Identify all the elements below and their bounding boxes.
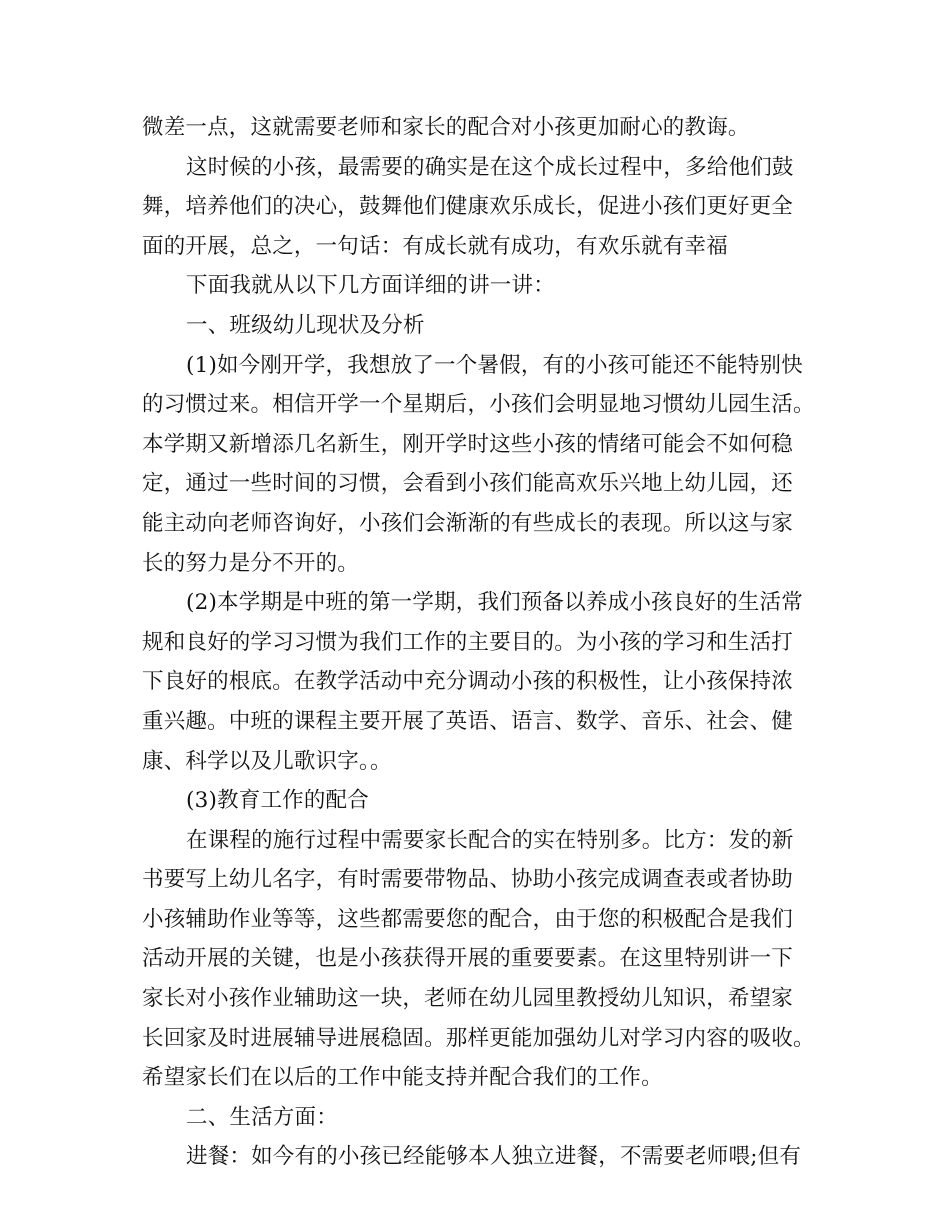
text-line: 重兴趣。中班的课程主要开展了英语、语言、数学、音乐、社会、健 — [142, 708, 794, 734]
text-line: 长的努力是分不开的。 — [142, 550, 360, 576]
text-line: 家长对小孩作业辅助这一块，老师在幼儿园里教授幼儿知识，希望家 — [142, 986, 794, 1012]
text-line: 二、生活方面： — [186, 1104, 338, 1130]
text-line: 在课程的施行过程中需要家长配合的实在特别多。比方：发的新 — [186, 827, 794, 853]
text-line: 进餐：如今有的小孩已经能够本人独立进餐，不需要老师喂;但有 — [186, 1144, 802, 1170]
text-line: 定，通过一些时间的习惯，会看到小孩们能高欢乐兴地上幼儿园，还 — [142, 471, 794, 497]
text-line: 希望家长们在以后的工作中能支持并配合我们的工作。 — [142, 1065, 663, 1091]
text-line: 下面我就从以下几方面详细的讲一讲： — [186, 273, 555, 299]
text-line: 的习惯过来。相信开学一个星期后，小孩们会明显地习惯幼儿园生活。 — [142, 392, 815, 418]
text-line: 小孩辅助作业等等，这些都需要您的配合，由于您的积极配合是我们 — [142, 906, 794, 932]
document-body-text — [142, 108, 818, 1177]
text-line: 康、科学以及儿歌识字。。 — [142, 748, 392, 774]
text-line: 一、班级幼儿现状及分析 — [186, 312, 425, 338]
text-line: 这时候的小孩，最需要的确实是在这个成长过程中，多给他们鼓 — [186, 154, 794, 180]
text-line: 下良好的根底。在教学活动中充分调动小孩的积极性，让小孩保持浓 — [142, 669, 794, 695]
text-line: 规和良好的学习习惯为我们工作的主要目的。为小孩的学习和生活打 — [142, 629, 794, 655]
text-line: 活动开展的关键，也是小孩获得开展的重要要素。在这里特别讲一下 — [142, 946, 794, 972]
text-line: 面的开展，总之，一句话：有成长就有成功，有欢乐就有幸福 — [142, 233, 728, 259]
text-line: (3)教育工作的配合 — [186, 788, 369, 814]
text-line: 本学期又新增添几名新生，刚开学时这些小孩的情绪可能会不如何稳 — [142, 431, 794, 457]
text-line: 微差一点，这就需要老师和家长的配合对小孩更加耐心的教诲。 — [142, 115, 750, 140]
text-line: 能主动向老师咨询好，小孩们会渐渐的有些成长的表现。所以这与家 — [142, 510, 794, 536]
text-line: 舞，培养他们的决心，鼓舞他们健康欢乐成长，促进小孩们更好更全 — [142, 194, 794, 220]
text-line: (1)如今刚开学，我想放了一个暑假，有的小孩可能还不能特别快 — [186, 352, 803, 378]
text-line: (2)本学期是中班的第一学期，我们预备以养成小孩良好的生活常 — [186, 590, 803, 616]
text-line: 长回家及时进展辅导进展稳固。那样更能加强幼儿对学习内容的吸收。 — [142, 1025, 815, 1051]
text-line: 书要写上幼儿名字，有时需要带物品、协助小孩完成调查表或者协助 — [142, 867, 794, 893]
